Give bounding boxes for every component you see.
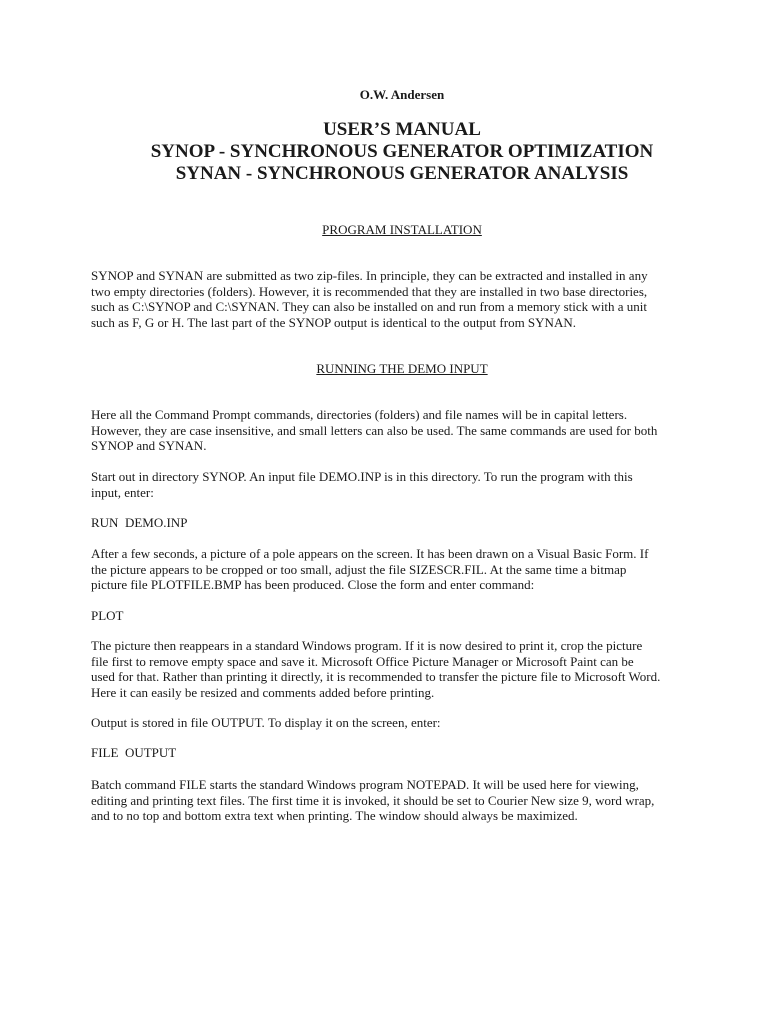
text-line: such as F, G or H. The last part of the SYNOP output is identical to the output from SYNAN. (91, 314, 576, 330)
text-line: used for that. Rather than printing it directly, it is recommended to transfer the picture file to Microsoft Word. (91, 669, 661, 684)
manual-title (0, 119, 768, 185)
text-line: Here it can easily be resized and comments added before printing. (91, 684, 435, 700)
command-plot: PLOT (91, 608, 124, 623)
title-line: USER’S MANUAL (323, 119, 481, 140)
section-heading-demo: RUNNING THE DEMO INPUT (316, 361, 488, 376)
text-line: picture file PLOTFILE.BMP has been produced. Close the form and enter command: (91, 577, 535, 592)
title-line: SYNAN - SYNCHRONOUS GENERATOR ANALYSIS (175, 163, 629, 184)
text-line: input, enter: (91, 484, 154, 500)
text-line: The picture then reappears in a standard Windows program. If it is now desired to print it, crop the picture (91, 638, 643, 653)
demo-paragraph-picture (91, 546, 721, 593)
text-line: Here all the Command Prompt commands, directories (folders) and file names will be in capital letters. (91, 407, 628, 422)
text-line: the picture appears to be cropped or too small, adjust the file SIZESCR.FIL. At the same time a bitmap (91, 561, 627, 577)
installation-paragraph (91, 268, 721, 330)
text-line: such as C:\SYNOP and C:\SYNAN. They can also be installed on and run from a memory stick with a unit (91, 299, 648, 314)
title-line: SYNOP - SYNCHRONOUS GENERATOR OPTIMIZATION (150, 141, 654, 162)
text-line: However, they are case insensitive, and small letters can also be used. The same commands are used for both (91, 422, 658, 438)
demo-paragraph-notepad (91, 777, 721, 824)
command-run-demo: RUN DEMO.INP (91, 515, 188, 530)
text-line: editing and printing text files. The first time it is invoked, it should be set to Courier New size 9, word wrap, (91, 792, 655, 808)
text-line: file first to remove empty space and save it. Microsoft Office Picture Manager or Microsoft Paint can be (91, 653, 634, 669)
demo-paragraph-output (91, 715, 721, 731)
demo-paragraph-reappear (91, 638, 721, 700)
text-line: SYNOP and SYNAN are submitted as two zip-files. In principle, they can be extracted and installed in any (91, 268, 648, 283)
text-line: Start out in directory SYNOP. An input file DEMO.INP is in this directory. To run the program with this (91, 469, 633, 484)
text-line: two empty directories (folders). However, it is recommended that they are installed in two base directories, (91, 283, 648, 299)
author-name: O.W. Andersen (359, 87, 445, 102)
command-file-output: FILE OUTPUT (91, 745, 177, 760)
text-line: SYNOP and SYNAN. (91, 438, 207, 453)
section-heading-installation: PROGRAM INSTALLATION (322, 222, 482, 237)
demo-paragraph-intro (91, 407, 721, 454)
text-line: Output is stored in file OUTPUT. To display it on the screen, enter: (91, 715, 441, 730)
text-line: After a few seconds, a picture of a pole appears on the screen. It has been drawn on a Visual Basic Form. If (91, 546, 649, 561)
text-line: Batch command FILE starts the standard Windows program NOTEPAD. It will be used here for viewing, (91, 777, 639, 792)
demo-paragraph-start (91, 469, 721, 500)
text-line: and to no top and bottom extra text when printing. The window should always be maximized. (91, 808, 578, 823)
